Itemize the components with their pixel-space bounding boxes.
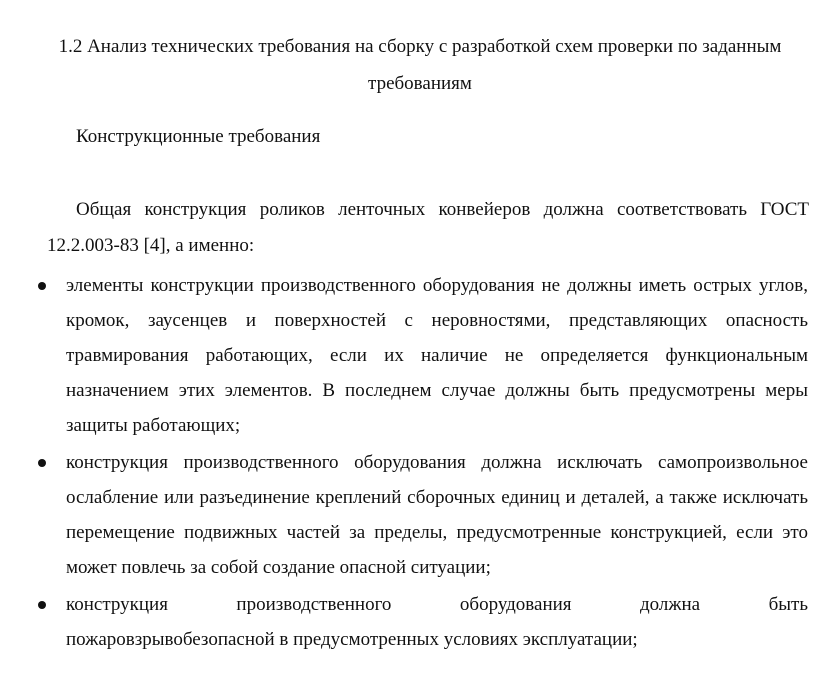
list-item-text: [66, 587, 808, 657]
intro-paragraph: Общая конструкция роликов ленточных конвейеров должна соответствовать ГОСТ 12.2.003-83 [4], а именно:: [47, 199, 809, 256]
bullet-icon: [38, 601, 46, 609]
list-item: [0, 445, 839, 585]
bullet-icon: [38, 282, 46, 290]
list-item-text: элементы конструкции производственного оборудования не должны иметь острых углов, кромок, заусенцев и поверхностей с неровностями, представляющих опасность травмирования работающих, если их наличие не определяется функциональным назначением этих элементов. В последнем случае должны быть предусмотрены меры защиты работающих;: [66, 275, 808, 436]
list-item-line: пожаровзрывобезопасной в предусмотренных условиях эксплуатации;: [66, 629, 638, 650]
list-item: [0, 587, 839, 657]
list-item-line: конструкция производственного оборудования должна быть: [66, 594, 808, 615]
section-heading: 1.2 Анализ технических требования на сборку с разработкой схем проверки по заданным требованиям: [58, 36, 782, 94]
subsection-title: Конструкционные требования: [76, 126, 321, 147]
requirements-list: [0, 268, 839, 659]
list-item-text: конструкция производственного оборудования должна исключать самопроизвольное ослабление или разъединение креплений сборочных единиц и деталей, а также исключать перемещение подвижных частей за пределы, предусмотренные конструкцией, если это может повлечь за собой создание опасной ситуации;: [66, 452, 808, 578]
bullet-icon: [38, 459, 46, 467]
list-item: [0, 268, 839, 443]
